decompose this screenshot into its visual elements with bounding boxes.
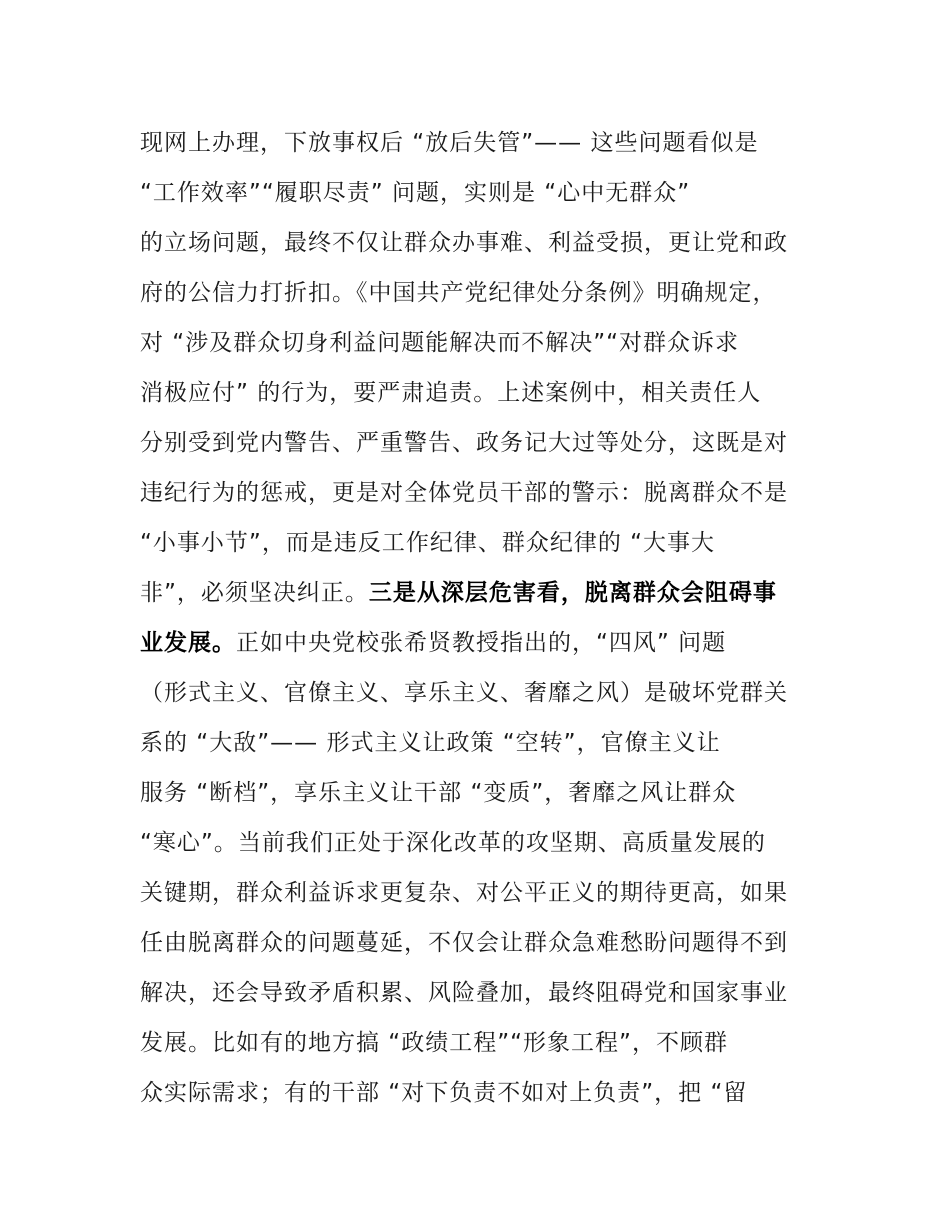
text-line-20 (140, 1068, 747, 1118)
text-line-8 (140, 468, 788, 518)
text-segment: “小事小节”，而是违反工作纪律、群众纪律的 “大事大 (140, 530, 716, 556)
text-line-17 (140, 918, 788, 968)
text-line-15 (140, 818, 766, 868)
text-line-19 (140, 1018, 728, 1068)
text-segment: 关键期，群众利益诉求更复杂、对公平正义的期待更高，如果 (140, 880, 788, 906)
text-segment: 违纪行为的惩戒，更是对全体党员干部的警示：脱离群众不是 (140, 480, 788, 506)
text-line-9 (140, 518, 715, 568)
text-line-6 (140, 368, 761, 418)
text-segment: 非”，必须坚决纠正。 (140, 580, 369, 606)
text-segment: 众实际需求；有的干部 “对下负责不如对上负责”，把 “留 (140, 1080, 748, 1106)
text-segment: 系的 “大敌”—— 形式主义让政策 “空转”，官僚主义让 (140, 730, 721, 756)
text-segment: “工作效率”“履职尽责” 问题，实则是 “心中无群众” (140, 180, 691, 206)
text-segment: 解决，还会导致矛盾积累、风险叠加，最终阻碍党和国家事业 (140, 980, 788, 1006)
text-line-18 (140, 968, 788, 1018)
text-segment: 现网上办理，下放事权后 “放后失管”—— 这些问题看似是 (140, 130, 759, 156)
text-segment: 府的公信力打折扣。《中国共产党纪律处分条例》明确规定， (140, 280, 777, 306)
text-line-12 (140, 668, 788, 718)
text-line-7 (140, 418, 788, 468)
text-line-13 (140, 718, 721, 768)
text-segment: 发展。比如有的地方搞 “政绩工程”“形象工程”，不顾群 (140, 1030, 728, 1056)
text-segment: 的立场问题，最终不仅让群众办事难、利益受损，更让党和政 (140, 230, 788, 256)
text-line-14 (140, 768, 736, 818)
text-segment: 正如中央党校张希贤教授指出的，“四风” 问题 (236, 630, 727, 656)
bold-heading-segment: 业发展。 (140, 630, 236, 656)
text-line-4 (140, 268, 777, 318)
text-segment: “寒心”。当前我们正处于深化改革的攻坚期、高质量发展的 (140, 830, 766, 856)
text-line-1 (140, 118, 758, 168)
text-segment: 任由脱离群众的问题蔓延，不仅会让群众急难愁盼问题得不到 (140, 930, 788, 956)
bold-heading-segment: 三是从深层危害看，脱离群众会阻碍事 (368, 580, 777, 606)
text-segment: 分别受到党内警告、严重警告、政务记大过等处分，这既是对 (140, 430, 788, 456)
text-segment: 对 “涉及群众切身利益问题能解决而不解决”“对群众诉求 (140, 330, 740, 356)
text-line-11 (140, 618, 726, 668)
text-line-2 (140, 168, 690, 218)
text-segment: 消极应付” 的行为，要严肃追责。上述案例中，相关责任人 (140, 380, 762, 406)
text-line-3 (140, 218, 788, 268)
text-segment: 服务 “断档”，享乐主义让干部 “变质”，奢靡之风让群众 (140, 780, 737, 806)
text-line-5 (140, 318, 739, 368)
text-line-10 (140, 568, 777, 618)
text-line-16 (140, 868, 788, 918)
text-segment: （形式主义、官僚主义、享乐主义、奢靡之风）是破坏党群关 (140, 680, 788, 706)
